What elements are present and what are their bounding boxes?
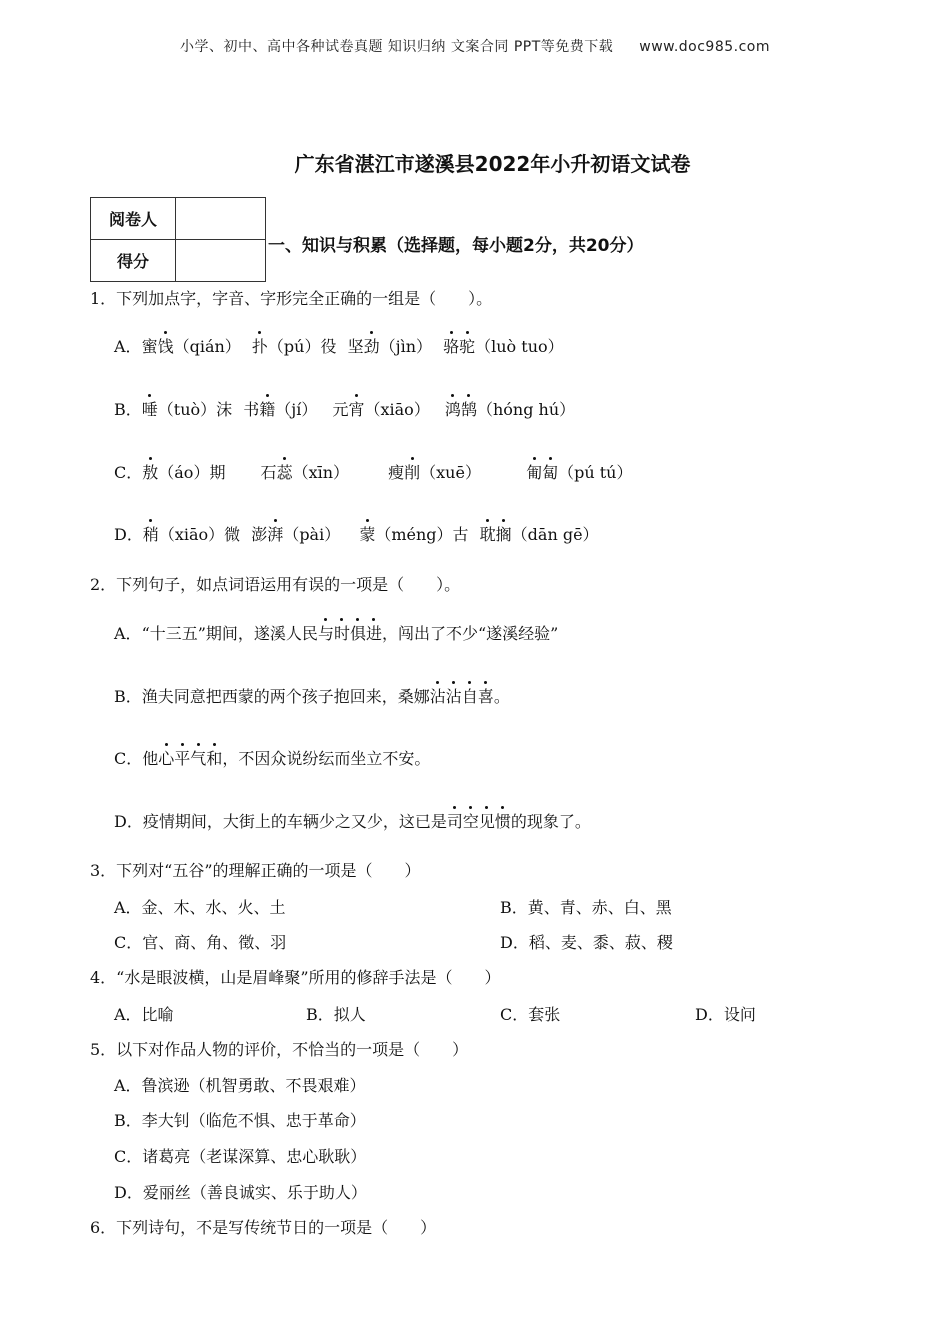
score-label: 得分 bbox=[91, 240, 176, 282]
header-text: 小学、初中、高中各种试卷真题 知识归纳 文案合同 PPT等免费下载 bbox=[179, 39, 614, 55]
q2-option-a: A．“十三五”期间，遂溪人民与时俱进，闯出了不少“遂溪经验” bbox=[114, 621, 558, 644]
q2-option-d: D．疫情期间，大街上的车辆少之又少，这已是司空见惯的现象了。 bbox=[114, 809, 591, 832]
question-3-stem: 3．下列对“五谷”的理解正确的一项是（ ） bbox=[90, 861, 421, 880]
q1-option-d: D．稍（xiāo）微 澎湃（pài） 蒙（méng）古 耽搁（dān gē） bbox=[114, 522, 599, 545]
q5-option-a: A．鲁滨逊（机智勇敢、不畏艰难） bbox=[114, 1076, 366, 1095]
question-5-stem: 5．以下对作品人物的评价，不恰当的一项是（ ） bbox=[90, 1040, 469, 1059]
q3-option-b: B．黄、青、赤、白、黑 bbox=[500, 898, 672, 917]
q1-option-b: B．唾（tuò）沫 书籍（jí） 元宵（xiāo） 鸿鹄（hóng hú） bbox=[114, 397, 575, 420]
q2-option-c: C．他心平气和，不因众说纷纭而坐立不安。 bbox=[114, 746, 430, 769]
q3-option-d: D．稻、麦、黍、菽、稷 bbox=[500, 933, 673, 952]
score-table bbox=[90, 197, 266, 282]
q4-option-d: D．设问 bbox=[695, 1005, 756, 1024]
q5-option-c: C．诸葛亮（老谋深算、忠心耿耿） bbox=[114, 1147, 367, 1166]
question-2-stem: 2．下列句子，如点词语运用有误的一项是（ ）。 bbox=[90, 575, 461, 594]
question-4-stem: 4．“水是眼波横，山是眉峰聚”所用的修辞手法是（ ） bbox=[90, 968, 501, 987]
section-heading: 一、知识与积累（选择题，每小题2分，共20分） bbox=[268, 236, 644, 256]
exam-title: 广东省湛江市遂溪县2022年小升初语文试卷 bbox=[294, 152, 691, 176]
q3-option-a: A．金、木、水、火、土 bbox=[114, 898, 286, 917]
q1-option-a: A．蜜饯（qián） 扑（pú）役 坚劲（jìn） 骆驼（luò tuo） bbox=[114, 334, 564, 357]
grader-cell bbox=[176, 198, 266, 240]
q4-option-a: A．比喻 bbox=[114, 1005, 174, 1024]
dotted-phrase: 与时俱进 bbox=[318, 624, 382, 643]
question-1-stem: 1．下列加点字，字音、字形完全正确的一组是（ ）。 bbox=[90, 289, 493, 308]
page-header bbox=[0, 36, 950, 56]
q2-option-b: B．渔夫同意把西蒙的两个孩子抱回来，桑娜沾沾自喜。 bbox=[114, 684, 510, 707]
q5-option-b: B．李大钊（临危不惧、忠于革命） bbox=[114, 1111, 366, 1130]
q1-option-c: C．敖（áo）期 石蕊（xīn） 瘦削（xuē） 匍匐（pú tú） bbox=[114, 460, 632, 483]
q3-option-c: C．官、商、角、徵、羽 bbox=[114, 933, 287, 952]
q5-option-d: D．爱丽丝（善良诚实、乐于助人） bbox=[114, 1183, 367, 1202]
grader-label: 阅卷人 bbox=[91, 198, 176, 240]
dotted-phrase: 沾沾自喜 bbox=[430, 687, 494, 706]
q4-option-c: C．套张 bbox=[500, 1005, 561, 1024]
score-cell bbox=[176, 240, 266, 282]
dotted-phrase: 心平气和 bbox=[158, 749, 222, 768]
header-site: www.doc985.com bbox=[639, 39, 771, 55]
q4-option-b: B．拟人 bbox=[306, 1005, 366, 1024]
dotted-phrase: 司空见惯 bbox=[447, 812, 511, 831]
question-6-stem: 6．下列诗句，不是写传统节日的一项是（ ） bbox=[90, 1218, 437, 1237]
